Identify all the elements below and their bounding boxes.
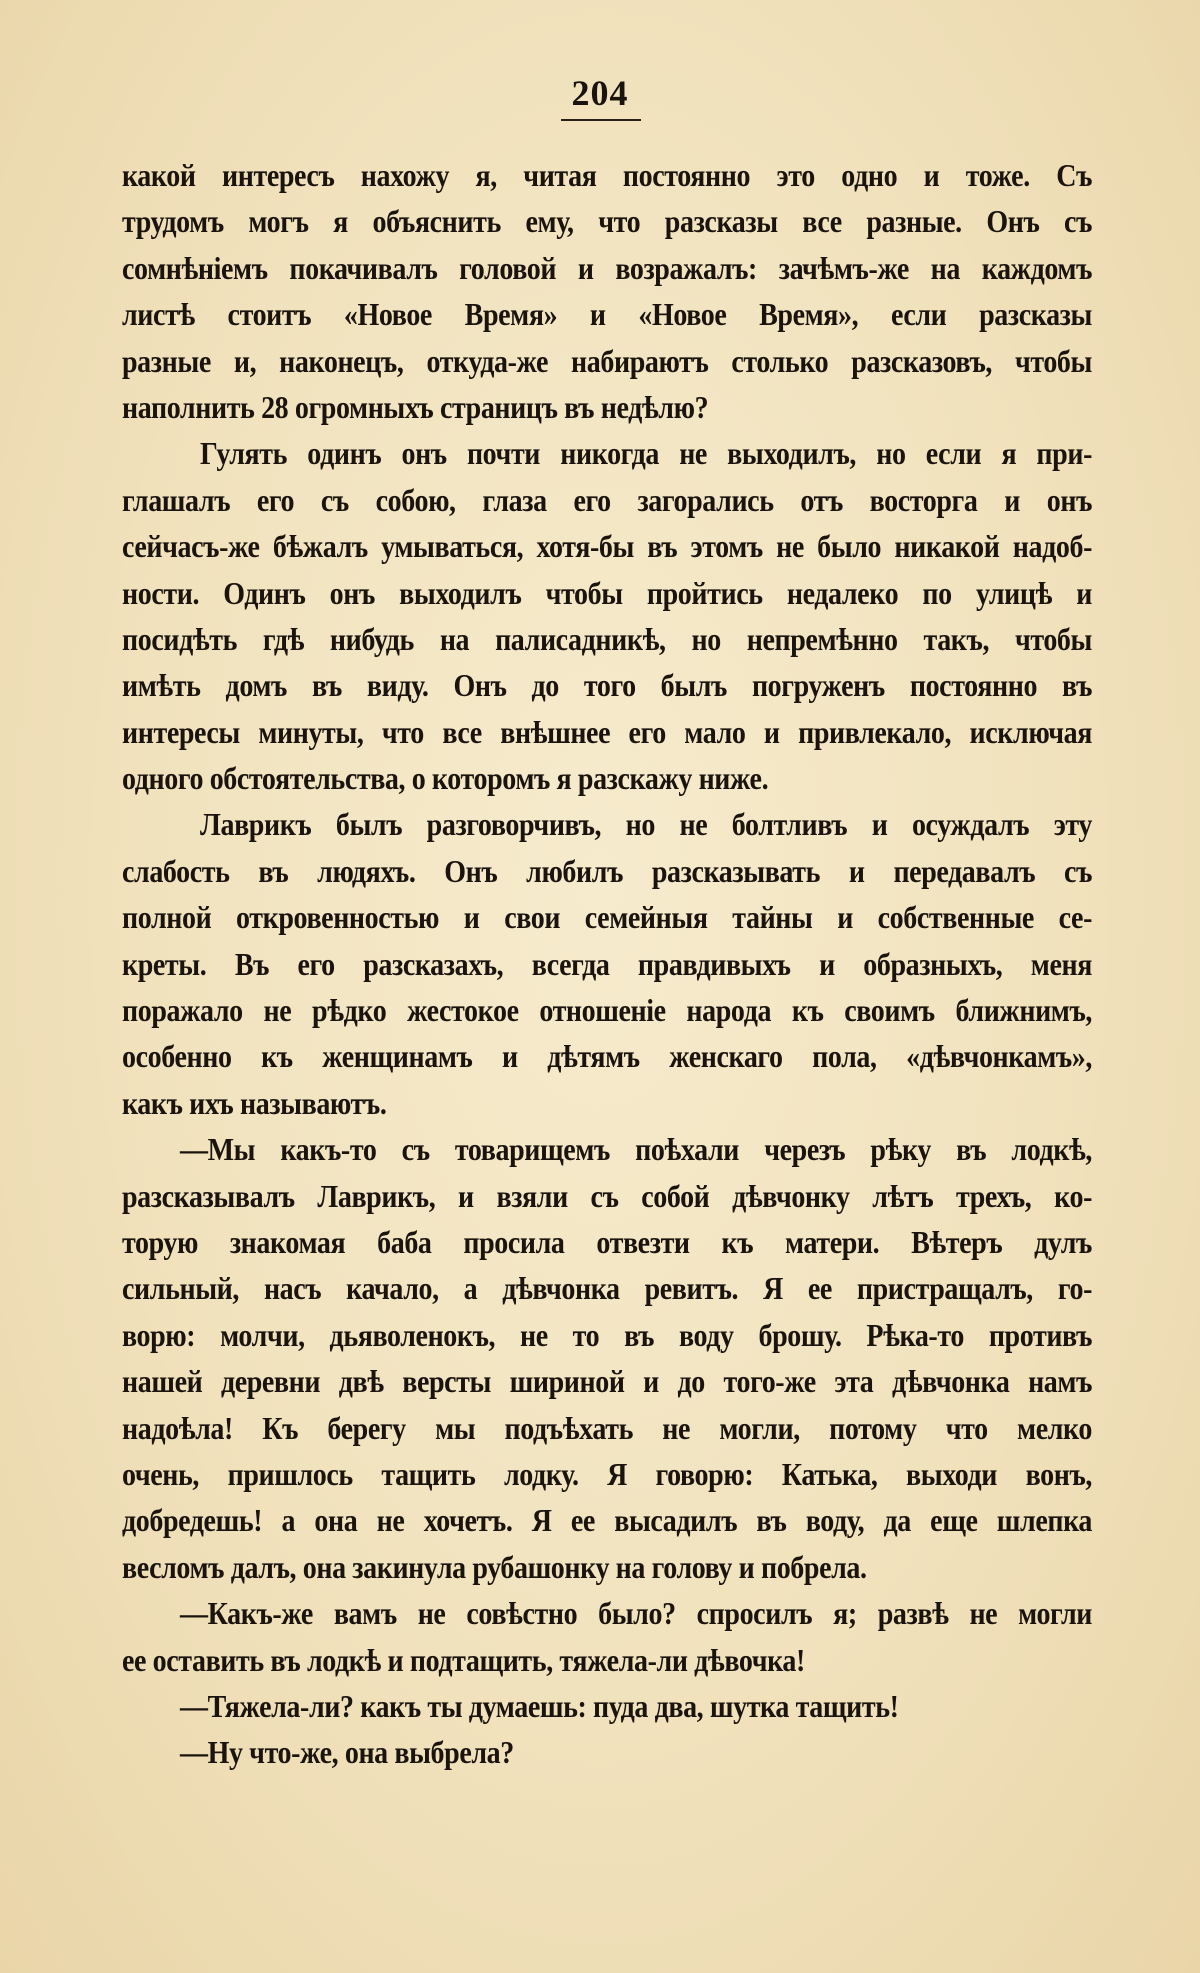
text-line: очень, пришлось тащить лодку. Я говорю: Катька, выходи вонъ, (122, 1457, 1092, 1493)
text-line: слабость въ людяхъ. Онъ любилъ разсказывать и передавалъ съ (122, 854, 1092, 890)
text-line: ее оставить въ лодкѣ и подтащить, тяжела-ли дѣвочка! (122, 1643, 805, 1679)
text-line: сильный, насъ качало, а дѣвчонка ревитъ. Я ее пристращалъ, го- (122, 1272, 1092, 1308)
paragraph (122, 1731, 1092, 1777)
text-line: какъ ихъ называютъ. (122, 1086, 387, 1122)
text-line: сейчасъ-же бѣжалъ умываться, хотя-бы въ этомъ не было никакой надоб- (122, 530, 1092, 565)
paragraph (122, 432, 1092, 803)
paragraph (122, 1128, 1092, 1592)
text-line: посидѣть гдѣ нибудь на палисадникѣ, но непремѣнно такъ, чтобы (122, 622, 1092, 658)
text-line: —Ну что-же, она выбрела? (180, 1736, 514, 1772)
text-line: —Какъ-же вамъ не совѣстно было? спросилъ я; развѣ не могли (180, 1597, 1092, 1632)
text-line: имѣть домъ въ виду. Онъ до того былъ погруженъ постоянно въ (122, 669, 1092, 705)
text-line: креты. Въ его разсказахъ, всегда правдивыхъ и образныхъ, меня (122, 947, 1092, 983)
text-line: —Тяжела-ли? какъ ты думаешь: пуда два, шутка тащить! (180, 1689, 899, 1725)
text-line: сомнѣніемъ покачивалъ головой и возражалъ: зачѣмъ-же на каждомъ (122, 251, 1092, 287)
text-line: глашалъ его съ собою, глаза его загорались отъ восторга и онъ (122, 483, 1092, 519)
text-line: ворю: молчи, дьяволенокъ, не то въ воду брошу. Рѣка-то противъ (122, 1318, 1092, 1354)
page-number: 204 (571, 73, 629, 113)
text-line: полной откровенностью и свои семейныя тайны и собственные се- (122, 901, 1092, 937)
text-line: листѣ стоитъ «Новое Время» и «Новое Время», если разсказы (122, 298, 1092, 333)
paragraph (122, 1685, 1092, 1731)
text-line: одного обстоятельства, о которомъ я разскажу ниже. (122, 762, 769, 797)
text-line: торую знакомая баба просила отвезти къ матери. Вѣтеръ дулъ (122, 1226, 1092, 1261)
paragraph (122, 803, 1092, 1128)
text-line: весломъ далъ, она закинула рубашонку на голову и побрела. (122, 1550, 867, 1586)
text-line: надоѣла! Къ берегу мы подъѣхать не могли, потому что мелко (122, 1411, 1092, 1447)
paragraph (122, 1592, 1092, 1685)
paragraph (122, 154, 1092, 432)
text-line: какой интересъ нахожу я, читая постоянно это одно и тоже. Съ (122, 159, 1092, 194)
text-line: особенно къ женщинамъ и дѣтямъ женскаго пола, «дѣвчонкамъ», (122, 1040, 1092, 1076)
page-number-rule (561, 119, 641, 121)
text-line: ности. Одинъ онъ выходилъ чтобы пройтись недалеко по улицѣ и (122, 576, 1092, 612)
text-line: Гулять одинъ онъ почти никогда не выходилъ, но если я при- (200, 437, 1092, 473)
text-line: поражало не рѣдко жестокое отношеніе народа къ своимъ ближнимъ, (122, 994, 1092, 1029)
text-line: трудомъ могъ я объяснить ему, что разсказы все разные. Онъ съ (122, 205, 1092, 241)
text-line: наполнить 28 огромныхъ страницъ въ недѣлю? (122, 391, 709, 426)
text-line: интересы минуты, что все внѣшнее его мало и привлекало, исключая (122, 715, 1092, 751)
text-line: разные и, наконецъ, откуда-же набираютъ столько разсказовъ, чтобы (122, 344, 1092, 380)
text-line: Лаврикъ былъ разговорчивъ, но не болтливъ и осуждалъ эту (200, 808, 1092, 844)
text-line: добредешь! а она не хочетъ. Я ее высадилъ въ воду, да еще шлепка (122, 1504, 1092, 1540)
text-line: —Мы какъ-то съ товарищемъ поѣхали черезъ рѣку въ лодкѣ, (180, 1133, 1092, 1168)
text-line: разсказывалъ Лаврикъ, и взяли съ собой дѣвчонку лѣтъ трехъ, ко- (122, 1179, 1092, 1215)
body-text (122, 154, 1092, 1778)
text-line: нашей деревни двѣ версты шириной и до того-же эта дѣвчонка намъ (122, 1365, 1092, 1400)
